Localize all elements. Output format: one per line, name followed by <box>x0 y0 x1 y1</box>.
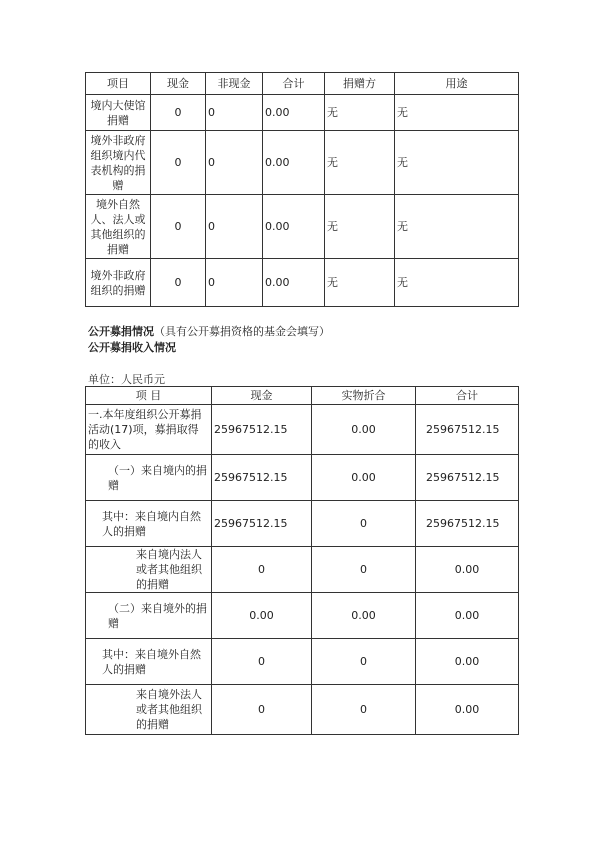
row-noncash: 0 <box>206 259 263 307</box>
table-row <box>86 405 519 455</box>
header-cash: 现金 <box>212 387 312 405</box>
foreign-donation-table <box>85 72 519 307</box>
row-item <box>86 593 212 639</box>
row-inkind: 0 <box>312 685 416 735</box>
table-row <box>86 131 519 195</box>
row-inkind: 0.00 <box>312 405 416 455</box>
row-item: 境外非政府组织境内代表机构的捐赠 <box>86 131 151 195</box>
row-inkind: 0.00 <box>312 455 416 501</box>
row-inkind: 0 <box>312 501 416 547</box>
public-fundraising-income-table <box>85 386 519 735</box>
section-title-main: 公开募捐情况 <box>88 325 154 338</box>
row-item <box>86 639 212 685</box>
section-title <box>88 323 330 339</box>
table-row <box>86 639 519 685</box>
table-header-row <box>86 73 519 95</box>
row-donor: 无 <box>325 259 395 307</box>
table-row <box>86 547 519 593</box>
table-row <box>86 501 519 547</box>
row-item: 境内大使馆捐赠 <box>86 95 151 131</box>
header-item: 项目 <box>86 73 151 95</box>
row-item-text: 其中：来自境外自然人的捐赠 <box>102 647 201 676</box>
header-inkind: 实物折合 <box>312 387 416 405</box>
row-cash: 0 <box>212 639 312 685</box>
row-cash: 0 <box>151 259 206 307</box>
row-donor: 无 <box>325 131 395 195</box>
header-total: 合计 <box>416 387 519 405</box>
row-use: 无 <box>395 95 519 131</box>
row-item <box>86 547 212 593</box>
table-row <box>86 685 519 735</box>
row-total: 25967512.15 <box>416 501 519 547</box>
row-item-text: 来自境内法人或者其他组织的捐赠 <box>136 548 202 591</box>
section-subtitle-text: 公开募捐收入情况 <box>88 341 176 354</box>
row-total: 0.00 <box>416 547 519 593</box>
row-use: 无 <box>395 195 519 259</box>
row-total: 0.00 <box>263 259 325 307</box>
row-inkind: 0.00 <box>312 593 416 639</box>
row-item: 境外自然人、法人或其他组织的捐赠 <box>86 195 151 259</box>
row-cash: 0 <box>151 131 206 195</box>
row-item <box>86 455 212 501</box>
row-donor: 无 <box>325 195 395 259</box>
row-total: 0.00 <box>263 131 325 195</box>
row-cash: 0 <box>212 685 312 735</box>
row-cash: 25967512.15 <box>212 455 312 501</box>
row-total: 0.00 <box>263 95 325 131</box>
header-use: 用途 <box>395 73 519 95</box>
header-donor: 捐赠方 <box>325 73 395 95</box>
row-item-text: 来自境外法人或者其他组织的捐赠 <box>136 688 202 731</box>
row-total: 25967512.15 <box>416 405 519 455</box>
row-noncash: 0 <box>206 131 263 195</box>
row-cash: 25967512.15 <box>212 501 312 547</box>
row-total: 0.00 <box>416 685 519 735</box>
row-item: 境外非政府组织的捐赠 <box>86 259 151 307</box>
row-item <box>86 501 212 547</box>
table-row <box>86 455 519 501</box>
header-cash: 现金 <box>151 73 206 95</box>
row-cash: 25967512.15 <box>212 405 312 455</box>
row-noncash: 0 <box>206 195 263 259</box>
row-item-text: （一）来自境内的捐赠 <box>108 463 207 492</box>
row-item-text: 其中：来自境内自然人的捐赠 <box>102 509 201 538</box>
header-item: 项 目 <box>86 387 212 405</box>
row-cash: 0.00 <box>212 593 312 639</box>
header-noncash: 非现金 <box>206 73 263 95</box>
row-item: 一.本年度组织公开募捐活动(17)项，募捐取得的收入 <box>86 405 212 455</box>
header-total: 合计 <box>263 73 325 95</box>
unit-label: 单位：人民币元 <box>88 373 165 386</box>
table-row <box>86 593 519 639</box>
row-total: 0.00 <box>416 639 519 685</box>
row-item-text: （二）来自境外的捐赠 <box>108 601 207 630</box>
row-total: 0.00 <box>416 593 519 639</box>
row-total: 25967512.15 <box>416 455 519 501</box>
row-inkind: 0 <box>312 547 416 593</box>
row-cash: 0 <box>151 195 206 259</box>
row-donor: 无 <box>325 95 395 131</box>
row-item <box>86 685 212 735</box>
row-use: 无 <box>395 259 519 307</box>
table-row <box>86 195 519 259</box>
table-header-row <box>86 387 519 405</box>
row-cash: 0 <box>151 95 206 131</box>
section-subtitle <box>88 339 176 355</box>
table-row <box>86 95 519 131</box>
row-noncash: 0 <box>206 95 263 131</box>
row-cash: 0 <box>212 547 312 593</box>
row-total: 0.00 <box>263 195 325 259</box>
row-inkind: 0 <box>312 639 416 685</box>
row-use: 无 <box>395 131 519 195</box>
table-row <box>86 259 519 307</box>
section-title-note: （具有公开募捐资格的基金会填写） <box>154 325 330 338</box>
